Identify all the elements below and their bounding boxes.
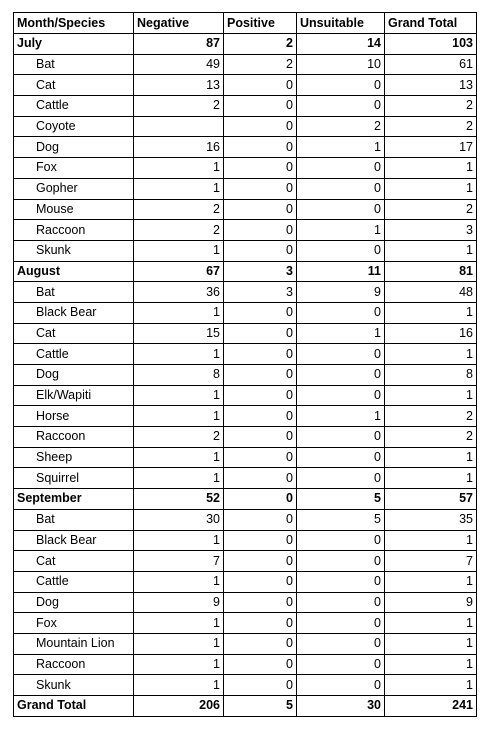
positive-cell: 0 (224, 468, 297, 489)
positive-cell: 0 (224, 385, 297, 406)
negative-cell: 16 (134, 137, 224, 158)
species-label: Horse (14, 406, 134, 427)
positive-cell: 0 (224, 654, 297, 675)
grand-total-cell: 3 (385, 220, 477, 241)
negative-cell: 36 (134, 282, 224, 303)
species-label: Dog (14, 592, 134, 613)
positive-cell: 2 (224, 54, 297, 75)
grand-total-cell: 1 (385, 158, 477, 179)
grand-total-cell: 1 (385, 633, 477, 654)
positive-cell: 3 (224, 261, 297, 282)
unsuitable-cell: 0 (297, 365, 385, 386)
negative-cell (134, 116, 224, 137)
table-row (14, 675, 477, 696)
species-label: Black Bear (14, 302, 134, 323)
species-label: Coyote (14, 116, 134, 137)
grand-total-cell: 2 (385, 96, 477, 117)
negative-cell: 1 (134, 530, 224, 551)
species-label: Cattle (14, 96, 134, 117)
unsuitable-cell: 10 (297, 54, 385, 75)
grand-total-cell: 1 (385, 344, 477, 365)
positive-cell: 0 (224, 158, 297, 179)
table-row (14, 344, 477, 365)
positive-cell: 0 (224, 199, 297, 220)
column-header-grand-total: Grand Total (385, 13, 477, 34)
table-row (14, 468, 477, 489)
species-label: Raccoon (14, 654, 134, 675)
negative-cell: 1 (134, 571, 224, 592)
column-header-positive: Positive (224, 13, 297, 34)
table-row (14, 427, 477, 448)
table-row (14, 447, 477, 468)
table-row (14, 654, 477, 675)
table-row (14, 406, 477, 427)
table-row (14, 75, 477, 96)
grand-total-cell: 8 (385, 365, 477, 386)
grand-total-cell: 1 (385, 447, 477, 468)
grand-total-cell: 1 (385, 468, 477, 489)
unsuitable-cell: 11 (297, 261, 385, 282)
negative-cell: 67 (134, 261, 224, 282)
unsuitable-cell: 14 (297, 34, 385, 55)
positive-cell: 0 (224, 137, 297, 158)
positive-cell: 0 (224, 571, 297, 592)
species-label: Elk/Wapiti (14, 385, 134, 406)
grand-total-cell: 17 (385, 137, 477, 158)
table-row (14, 158, 477, 179)
positive-cell: 0 (224, 489, 297, 510)
species-label: Bat (14, 509, 134, 530)
positive-cell: 0 (224, 447, 297, 468)
table-row (14, 365, 477, 386)
negative-cell: 7 (134, 551, 224, 572)
species-label: Fox (14, 158, 134, 179)
negative-cell: 49 (134, 54, 224, 75)
unsuitable-cell: 0 (297, 592, 385, 613)
negative-cell: 206 (134, 696, 224, 717)
month-group-row (14, 489, 477, 510)
table-row (14, 323, 477, 344)
unsuitable-cell: 0 (297, 385, 385, 406)
species-label: Dog (14, 365, 134, 386)
table-row (14, 530, 477, 551)
negative-cell: 87 (134, 34, 224, 55)
month-group-row (14, 34, 477, 55)
grand-total-cell: 2 (385, 406, 477, 427)
grand-total-cell: 16 (385, 323, 477, 344)
negative-cell: 1 (134, 633, 224, 654)
positive-cell: 0 (224, 592, 297, 613)
table-row (14, 137, 477, 158)
grand-total-cell: 9 (385, 592, 477, 613)
grand-total-cell: 1 (385, 571, 477, 592)
negative-cell: 13 (134, 75, 224, 96)
positive-cell: 0 (224, 365, 297, 386)
positive-cell: 0 (224, 96, 297, 117)
positive-cell: 0 (224, 75, 297, 96)
unsuitable-cell: 0 (297, 468, 385, 489)
species-label: Raccoon (14, 220, 134, 241)
grand-total-cell: 35 (385, 509, 477, 530)
positive-cell: 5 (224, 696, 297, 717)
unsuitable-cell: 0 (297, 178, 385, 199)
unsuitable-cell: 0 (297, 654, 385, 675)
positive-cell: 3 (224, 282, 297, 303)
negative-cell: 1 (134, 447, 224, 468)
table-row (14, 282, 477, 303)
species-label: Mouse (14, 199, 134, 220)
table-body (14, 34, 477, 717)
negative-cell: 1 (134, 468, 224, 489)
grand-total-cell: 57 (385, 489, 477, 510)
grand-total-cell: 7 (385, 551, 477, 572)
positive-cell: 2 (224, 34, 297, 55)
rabies-results-pivot-table (13, 12, 477, 717)
unsuitable-cell: 0 (297, 675, 385, 696)
table-row (14, 385, 477, 406)
negative-cell: 1 (134, 406, 224, 427)
table-row (14, 551, 477, 572)
species-label: Cattle (14, 344, 134, 365)
table-row (14, 199, 477, 220)
grand-total-cell: 241 (385, 696, 477, 717)
species-label: Cat (14, 323, 134, 344)
negative-cell: 1 (134, 344, 224, 365)
grand-total-cell: 2 (385, 199, 477, 220)
species-label: Cattle (14, 571, 134, 592)
positive-cell: 0 (224, 613, 297, 634)
table-row (14, 509, 477, 530)
header-row (14, 13, 477, 34)
species-label: Bat (14, 54, 134, 75)
negative-cell: 8 (134, 365, 224, 386)
table-row (14, 571, 477, 592)
grand-total-cell: 2 (385, 427, 477, 448)
species-label: Bat (14, 282, 134, 303)
table-row (14, 96, 477, 117)
table-row (14, 116, 477, 137)
positive-cell: 0 (224, 344, 297, 365)
unsuitable-cell: 30 (297, 696, 385, 717)
grand-total-label: Grand Total (14, 696, 134, 717)
positive-cell: 0 (224, 675, 297, 696)
negative-cell: 1 (134, 385, 224, 406)
table-row (14, 592, 477, 613)
species-label: Fox (14, 613, 134, 634)
grand-total-cell: 2 (385, 116, 477, 137)
unsuitable-cell: 0 (297, 240, 385, 261)
negative-cell: 1 (134, 654, 224, 675)
table-row (14, 240, 477, 261)
grand-total-cell: 61 (385, 54, 477, 75)
grand-total-cell: 1 (385, 654, 477, 675)
unsuitable-cell: 5 (297, 489, 385, 510)
species-label: Dog (14, 137, 134, 158)
unsuitable-cell: 2 (297, 116, 385, 137)
negative-cell: 1 (134, 178, 224, 199)
month-label: September (14, 489, 134, 510)
unsuitable-cell: 0 (297, 613, 385, 634)
positive-cell: 0 (224, 323, 297, 344)
unsuitable-cell: 0 (297, 447, 385, 468)
grand-total-cell: 1 (385, 240, 477, 261)
species-label: Black Bear (14, 530, 134, 551)
negative-cell: 2 (134, 96, 224, 117)
species-label: Gopher (14, 178, 134, 199)
table-row (14, 633, 477, 654)
unsuitable-cell: 0 (297, 199, 385, 220)
unsuitable-cell: 1 (297, 406, 385, 427)
grand-total-cell: 81 (385, 261, 477, 282)
negative-cell: 9 (134, 592, 224, 613)
unsuitable-cell: 0 (297, 344, 385, 365)
grand-total-cell: 1 (385, 178, 477, 199)
unsuitable-cell: 1 (297, 323, 385, 344)
column-header-unsuitable: Unsuitable (297, 13, 385, 34)
unsuitable-cell: 0 (297, 302, 385, 323)
column-header-month-species: Month/Species (14, 13, 134, 34)
unsuitable-cell: 0 (297, 633, 385, 654)
species-label: Cat (14, 75, 134, 96)
grand-total-row (14, 696, 477, 717)
unsuitable-cell: 0 (297, 571, 385, 592)
grand-total-cell: 1 (385, 302, 477, 323)
species-label: Raccoon (14, 427, 134, 448)
negative-cell: 2 (134, 427, 224, 448)
month-group-row (14, 261, 477, 282)
grand-total-cell: 103 (385, 34, 477, 55)
month-label: August (14, 261, 134, 282)
positive-cell: 0 (224, 406, 297, 427)
positive-cell: 0 (224, 551, 297, 572)
species-label: Sheep (14, 447, 134, 468)
unsuitable-cell: 1 (297, 220, 385, 241)
table-row (14, 613, 477, 634)
positive-cell: 0 (224, 240, 297, 261)
grand-total-cell: 1 (385, 675, 477, 696)
grand-total-cell: 1 (385, 385, 477, 406)
negative-cell: 52 (134, 489, 224, 510)
table-row (14, 302, 477, 323)
unsuitable-cell: 9 (297, 282, 385, 303)
species-label: Skunk (14, 675, 134, 696)
positive-cell: 0 (224, 302, 297, 323)
table-row (14, 178, 477, 199)
unsuitable-cell: 5 (297, 509, 385, 530)
unsuitable-cell: 0 (297, 96, 385, 117)
grand-total-cell: 1 (385, 613, 477, 634)
unsuitable-cell: 0 (297, 158, 385, 179)
negative-cell: 1 (134, 613, 224, 634)
unsuitable-cell: 0 (297, 75, 385, 96)
negative-cell: 1 (134, 302, 224, 323)
grand-total-cell: 1 (385, 530, 477, 551)
species-label: Mountain Lion (14, 633, 134, 654)
column-header-negative: Negative (134, 13, 224, 34)
unsuitable-cell: 1 (297, 137, 385, 158)
positive-cell: 0 (224, 116, 297, 137)
table-row (14, 54, 477, 75)
negative-cell: 15 (134, 323, 224, 344)
unsuitable-cell: 0 (297, 530, 385, 551)
species-label: Skunk (14, 240, 134, 261)
month-label: July (14, 34, 134, 55)
species-label: Squirrel (14, 468, 134, 489)
unsuitable-cell: 0 (297, 551, 385, 572)
negative-cell: 2 (134, 220, 224, 241)
negative-cell: 2 (134, 199, 224, 220)
positive-cell: 0 (224, 509, 297, 530)
negative-cell: 30 (134, 509, 224, 530)
positive-cell: 0 (224, 530, 297, 551)
species-label: Cat (14, 551, 134, 572)
positive-cell: 0 (224, 220, 297, 241)
negative-cell: 1 (134, 675, 224, 696)
grand-total-cell: 13 (385, 75, 477, 96)
negative-cell: 1 (134, 158, 224, 179)
unsuitable-cell: 0 (297, 427, 385, 448)
positive-cell: 0 (224, 178, 297, 199)
table-row (14, 220, 477, 241)
grand-total-cell: 48 (385, 282, 477, 303)
positive-cell: 0 (224, 427, 297, 448)
negative-cell: 1 (134, 240, 224, 261)
positive-cell: 0 (224, 633, 297, 654)
